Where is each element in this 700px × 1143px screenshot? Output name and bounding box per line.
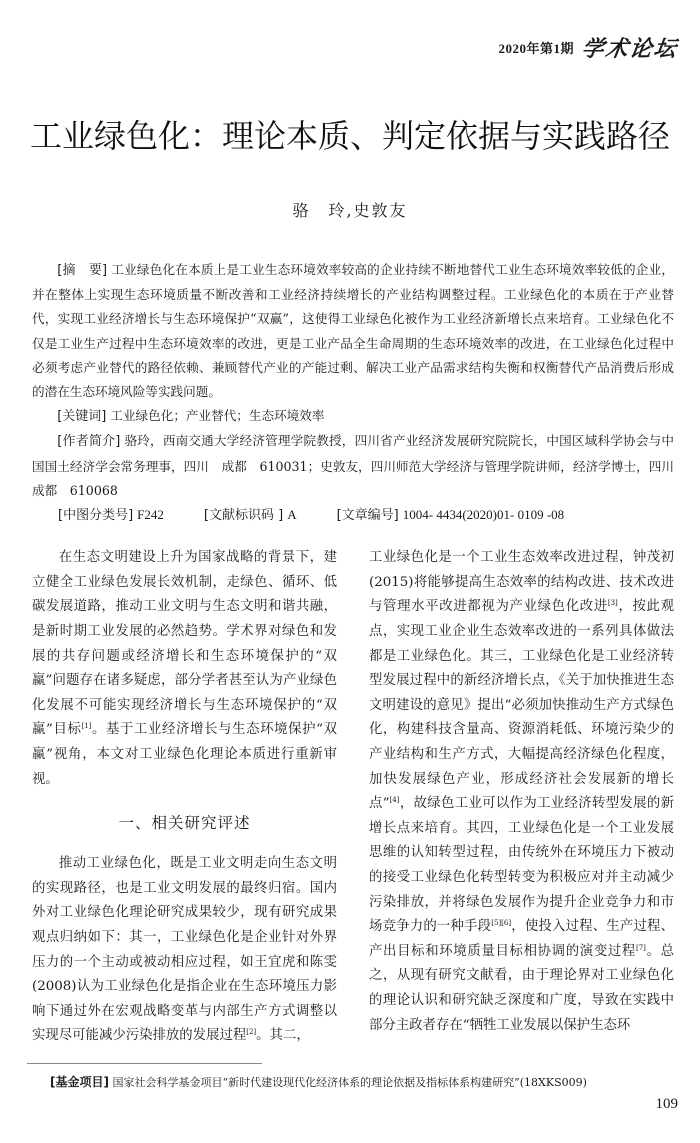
authors (0, 200, 700, 222)
running-header (498, 32, 678, 63)
classification-row (32, 503, 674, 528)
funding-text: 国家社会科学基金项目“新时代建设现代化经济体系的理论依据及指标体系构建研究”(18XKS009) (112, 1075, 587, 1089)
doc-code-label: [文献标识码 ] (203, 508, 284, 524)
right-text-e: 。总之，从现有研究文献看，由于理论界对工业绿色化的理论认识和研究缺乏深度和广度，导致在实践中部分主政者存在“牺牲工业发展以保护生态环 (369, 943, 675, 1033)
abstract-label: [摘 要] (57, 263, 108, 278)
section-heading: 一、相关研究评述 (118, 814, 251, 833)
issue-label: 2020年第1期 (498, 41, 574, 56)
section1-text: 推动工业绿色化，既是工业文明走向生态文明的实现路径，也是工业文明发展的最终归宿。国内外对工业绿色化理论研究成果较少，现有研究成果观点归纳如下：其一，工业绿色化是企业针对外界压力的一个主动或被动相应过程，如王宜虎和陈雯(2008)认为工业绿色化是指企业在生态环境压力影响下通过外在宏观战略变革与内部生产方式调整以实现尽可能减少污染排放的发展过程 (32, 856, 337, 1044)
continued-paragraph (369, 546, 674, 1038)
citation-1[interactable]: [1] (81, 722, 92, 731)
intro-text-end: 。基于工业经济增长与生态环境保护“双赢”视角，本文对工业绿色化理论本质进行重新审视。 (32, 722, 337, 787)
citation-4[interactable]: [4] (389, 796, 400, 805)
footnote-divider (27, 1063, 262, 1064)
abstract-text: 工业绿色化在本质上是工业生态环境效率较高的企业持续不断地替代工业生态环境效率较低的企业，并在整体上实现生态环境质量不断改善和工业经济持续增长的产业结构调整过程。工业绿色化的本质在于产业替代，实现工业经济增长与生态环境保护“双赢”，这使得工业绿色化被作为工业经济新增长点来培育。工业绿色化不仅是工业生产过程中生态环境效率的改进，更是工业产品全生命周期的生态环境效率的改进，在工业绿色化过程中必须考虑产业替代的路径依赖、兼顾替代产业的产能过剩、解决工业产品需求结构失衡和权衡替代产品消费后形成的潜在生态环境风险等实践问题。 (32, 262, 674, 400)
clc-value: F242 (137, 507, 164, 523)
right-text-a: 工业绿色化是一个工业生态效率改进过程，钟茂初(2015)将能够提高生态效率的结构改进、技术改进与管理水平改进都视为产业绿色化改进 (369, 550, 674, 615)
right-text-d: ，使投入过程、生产过程、产出目标和环境质量目标相协调的演变过程 (369, 919, 675, 959)
right-text-b: ，按此观点，实现工业企业生态效率改进的一系列具体做法都是工业绿色化。其三，工业绿色化是工业经济转型发展过程中的新经济增长点，《关于加快推进生态文明建设的意见》提出“必须加快推动生产方式绿色化，构建科技含量高、资源消耗低、环境污染少的产业结构和生产方式，大幅提高经济绿色化程度，加快发展绿色产业，形成经济社会发展新的增长点” (369, 599, 675, 812)
keywords (32, 404, 674, 429)
funding-label: [基金项目] (50, 1074, 109, 1089)
abstract (32, 258, 674, 404)
clc-label: [中图分类号] (58, 508, 134, 524)
doc-code-value: A (287, 507, 297, 523)
section1-text-end: 。其二， (256, 1028, 310, 1044)
clc-code (58, 503, 164, 528)
author-info-label: [作者简介] (57, 434, 121, 450)
article-title: 工业绿色化：理论本质、判定依据与实践路径 (29, 117, 670, 155)
right-column (369, 546, 674, 1038)
journal-logo: 学术论坛 (579, 36, 680, 62)
intro-text: 在生态文明建设上升为国家战略的背景下，建立健全工业绿色发展长效机制，走绿色、循环、低碳发展道路，推动工业文明与生态文明和谐共融，是新时期工业发展的必然趋势。学术界对绿色和发展的共存问题或经济增长和生态环境保护的“双赢”问题存在诸多疑虑，部分学者甚至认为产业绿色化发展不可能实现经济增长与生态环境保护的“双赢”目标 (32, 550, 337, 738)
right-text-c: ，故绿色工业可以作为工业经济转型发展的新增长点来培育。其四，工业绿色化是一个工业发展思维的认知转型过程，由传统外在环境压力下被动的接受工业绿色化转型转变为积极应对并主动减少污染排放，并将绿色发展作为提升企业竞争力和市场竞争力的一种手段 (369, 796, 674, 935)
page-number: 109 (655, 1095, 678, 1112)
citation-5-6[interactable]: [5][6] (491, 919, 512, 928)
citation-3[interactable]: [3] (607, 599, 618, 608)
author-2: ,史敦友 (346, 201, 408, 220)
page-footer (0, 1063, 700, 1143)
intro-paragraph (32, 546, 337, 792)
article-number-label: [文章编号] (336, 508, 399, 524)
body-columns (32, 546, 674, 1049)
keywords-text: 工业绿色化；产业替代；生态环境效率 (110, 408, 325, 424)
funding-footnote (50, 1074, 678, 1091)
left-column (32, 546, 337, 1049)
keywords-label: [关键词] (57, 409, 107, 425)
author-info (32, 429, 687, 503)
author-info-text: 骆玲，西南交通大学经济管理学院教授，四川省产业经济发展研究院院长，中国区域科学协会与中国国土经济学会常务理事，四川 成都 610031；史敦友，四川师范大学经济与管理学院讲师，经济学博士，四川 成都 610068 (32, 433, 687, 498)
citation-2[interactable]: [2] (246, 1028, 257, 1037)
author-1: 骆 玲 (292, 201, 347, 220)
abstract-block (32, 258, 687, 528)
doc-code (204, 503, 297, 528)
article-number-value: 1004- 4434(2020)01- 0109 -08 (402, 507, 565, 523)
article-number (337, 503, 565, 528)
section1-paragraph (32, 852, 337, 1049)
citation-7[interactable]: [7] (635, 943, 646, 952)
